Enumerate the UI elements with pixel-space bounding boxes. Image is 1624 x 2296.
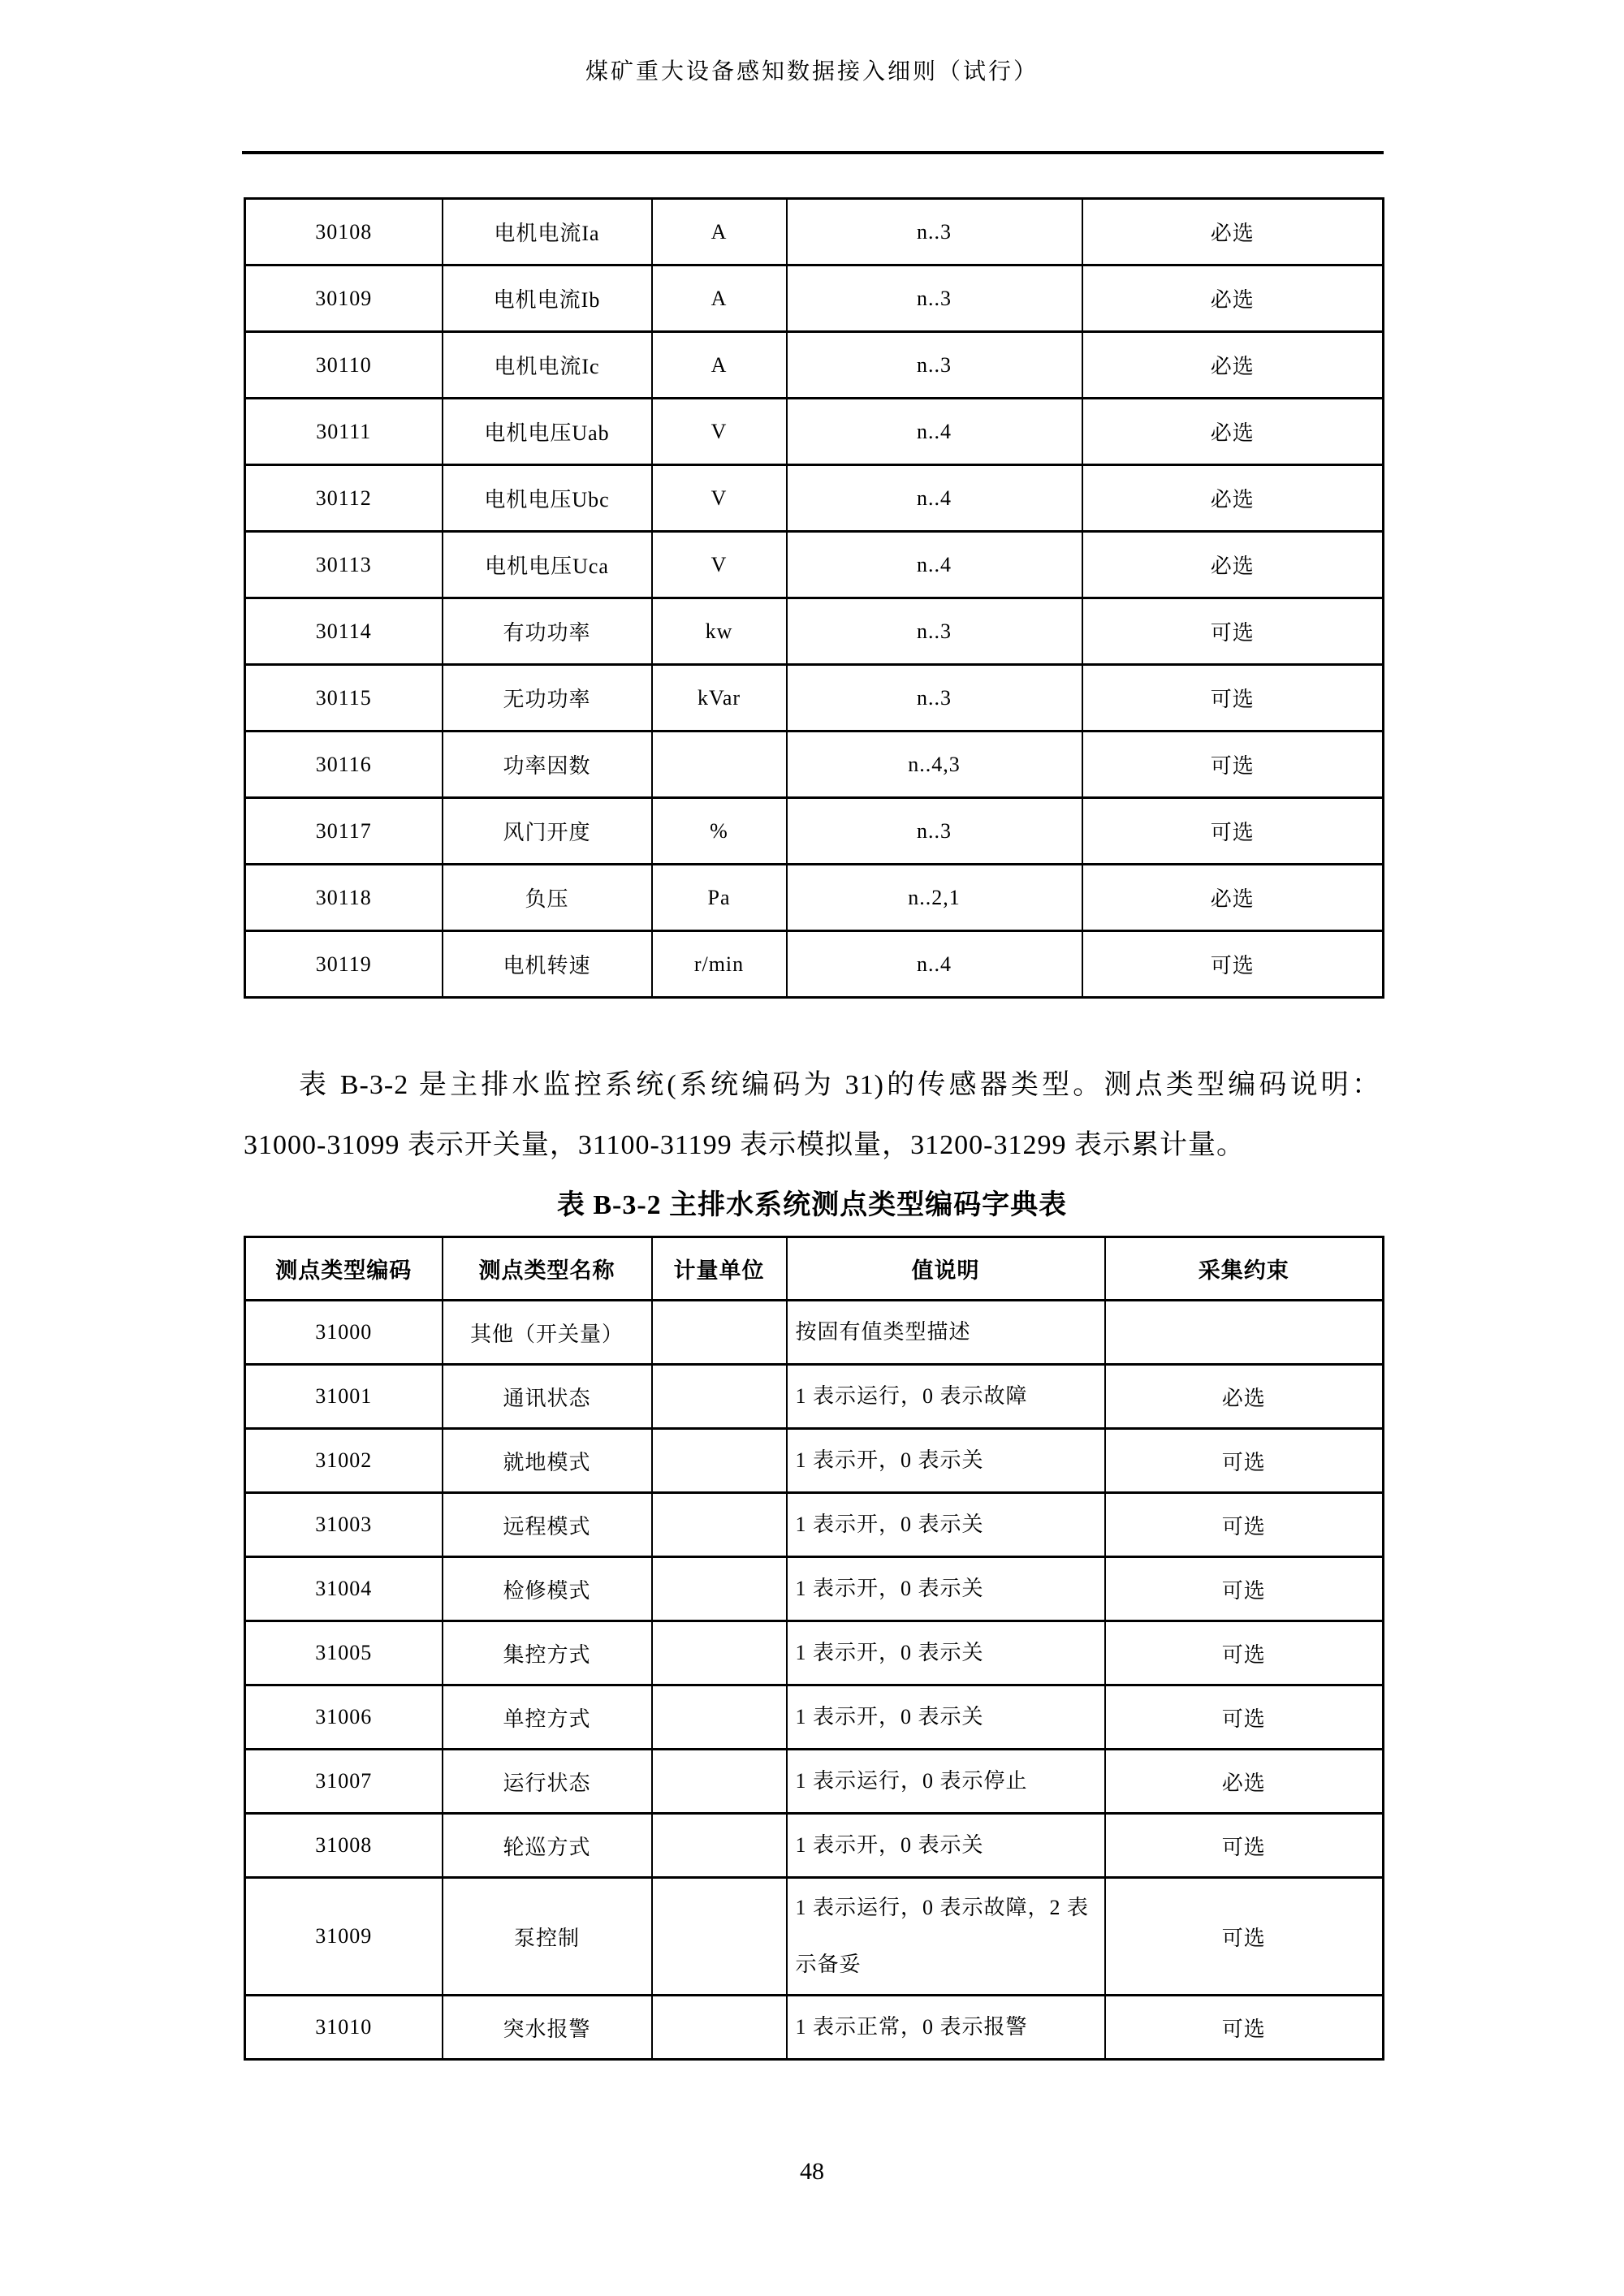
column-header: 计量单位: [652, 1237, 787, 1301]
table-cell: 30112: [245, 465, 443, 532]
table-cell: n..3: [787, 265, 1082, 332]
table-cell: [652, 1557, 787, 1621]
table-cell: n..3: [787, 798, 1082, 865]
table-cell: [652, 1878, 787, 1996]
table-cell: n..4,3: [787, 732, 1082, 798]
table-cell: n..2,1: [787, 865, 1082, 931]
table-cell: [652, 1429, 787, 1493]
table-cell: 1 表示开，0 表示关: [787, 1493, 1105, 1557]
table-cell: 30115: [245, 665, 443, 732]
table-cell: 必选: [1082, 332, 1384, 399]
table-row: [245, 532, 1384, 598]
table-cell: [652, 1365, 787, 1429]
table-cell: n..4: [787, 532, 1082, 598]
table-row: [245, 332, 1384, 399]
table-cell: 远程模式: [443, 1493, 652, 1557]
table-cell: kw: [652, 598, 787, 665]
table-cell: [652, 1493, 787, 1557]
table-cell: 1 表示正常，0 表示报警: [787, 1996, 1105, 2060]
table-row: [245, 465, 1384, 532]
table-cell: 集控方式: [443, 1621, 652, 1685]
table-cell: 可选: [1082, 798, 1384, 865]
table-cell: 1 表示开，0 表示关: [787, 1685, 1105, 1750]
table-row: [245, 1685, 1384, 1750]
table-cell: 功率因数: [443, 732, 652, 798]
table-cell: 30119: [245, 931, 443, 998]
table-cell: [1105, 1301, 1384, 1365]
table-row: [245, 199, 1384, 265]
table-cell: 电机电压Ubc: [443, 465, 652, 532]
table-cell: [652, 1996, 787, 2060]
paragraph-line-1: 表 B-3-2 是主排水监控系统(系统编码为 31)的传感器类型。测点类型编码说明：: [299, 1070, 1380, 1100]
table-cell: 31010: [245, 1996, 443, 2060]
table-b32-caption: 表 B-3-2 主排水系统测点类型编码字典表: [556, 1190, 1068, 1220]
table-cell: 可选: [1105, 1557, 1384, 1621]
table-cell: 必选: [1082, 465, 1384, 532]
table-cell: 30116: [245, 732, 443, 798]
table-cell: 必选: [1082, 532, 1384, 598]
table-cell: 30108: [245, 199, 443, 265]
table-cell: 检修模式: [443, 1557, 652, 1621]
table-row: [245, 1557, 1384, 1621]
table-row: [245, 865, 1384, 931]
table-cell: 电机电流Ib: [443, 265, 652, 332]
table-cell: 31001: [245, 1365, 443, 1429]
table-row: [245, 1814, 1384, 1878]
table-cell: 可选: [1082, 598, 1384, 665]
table-cell: 电机电流Ic: [443, 332, 652, 399]
table-cell: r/min: [652, 931, 787, 998]
sensor-type-table-continued: [244, 197, 1384, 999]
table-b32-main-drainage-dictionary: [244, 1236, 1384, 2061]
table-row: [245, 265, 1384, 332]
paragraph-line-2: 31000-31099 表示开关量，31100-31199 表示模拟量，31200-31299 表示累计量。: [244, 1130, 1245, 1160]
table-cell: n..3: [787, 665, 1082, 732]
table-cell: 30118: [245, 865, 443, 931]
column-header: 测点类型名称: [443, 1237, 652, 1301]
table-cell: [652, 1814, 787, 1878]
table-cell: 泵控制: [443, 1878, 652, 1996]
table-cell: 可选: [1105, 1878, 1384, 1996]
column-header: 测点类型编码: [245, 1237, 443, 1301]
table-cell: 可选: [1105, 1996, 1384, 2060]
table-cell: n..4: [787, 465, 1082, 532]
table-cell: 可选: [1082, 665, 1384, 732]
table-cell: 电机转速: [443, 931, 652, 998]
page-number: 48: [800, 2158, 824, 2185]
table-cell: 通讯状态: [443, 1365, 652, 1429]
table-cell: 1 表示运行，0 表示停止: [787, 1750, 1105, 1814]
table-row: [245, 732, 1384, 798]
table-cell: 可选: [1105, 1685, 1384, 1750]
table-row: [245, 931, 1384, 998]
table-cell: Pa: [652, 865, 787, 931]
table-row: [245, 1996, 1384, 2060]
column-header: 采集约束: [1105, 1237, 1384, 1301]
table-cell: 可选: [1105, 1429, 1384, 1493]
table-row: [245, 1878, 1384, 1996]
table-cell: 31008: [245, 1814, 443, 1878]
table-cell: 31002: [245, 1429, 443, 1493]
table-cell: 31004: [245, 1557, 443, 1621]
table-cell: 30114: [245, 598, 443, 665]
table-cell: 必选: [1082, 199, 1384, 265]
table-cell: 1 表示运行，0 表示故障，2 表示备妥: [787, 1878, 1105, 1996]
table-cell: n..3: [787, 598, 1082, 665]
table-row: [245, 1621, 1384, 1685]
table-cell: %: [652, 798, 787, 865]
table-cell: n..4: [787, 399, 1082, 465]
table-cell: 必选: [1105, 1750, 1384, 1814]
table-cell: 30113: [245, 532, 443, 598]
table-cell: [652, 1301, 787, 1365]
table-cell: 1 表示开，0 表示关: [787, 1814, 1105, 1878]
table-header-row: [245, 1237, 1384, 1301]
column-header: 值说明: [787, 1237, 1105, 1301]
table-cell: 可选: [1105, 1493, 1384, 1557]
table-cell: kVar: [652, 665, 787, 732]
table-cell: 31003: [245, 1493, 443, 1557]
table-cell: 电机电压Uab: [443, 399, 652, 465]
table-cell: 可选: [1082, 931, 1384, 998]
table-cell: 必选: [1082, 399, 1384, 465]
table-cell: n..4: [787, 931, 1082, 998]
table-cell: V: [652, 465, 787, 532]
table-cell: A: [652, 199, 787, 265]
table-cell: 30111: [245, 399, 443, 465]
table-cell: [652, 1621, 787, 1685]
table-cell: 30117: [245, 798, 443, 865]
table-cell: 按固有值类型描述: [787, 1301, 1105, 1365]
table-cell: 31006: [245, 1685, 443, 1750]
table-cell: 就地模式: [443, 1429, 652, 1493]
table-cell: 1 表示运行，0 表示故障: [787, 1365, 1105, 1429]
table-cell: 31000: [245, 1301, 443, 1365]
table-cell: 必选: [1105, 1365, 1384, 1429]
table-row: [245, 1301, 1384, 1365]
table-cell: n..3: [787, 199, 1082, 265]
table-cell: 1 表示开，0 表示关: [787, 1557, 1105, 1621]
table-cell: [652, 1685, 787, 1750]
table-row: [245, 399, 1384, 465]
table-cell: 电机电压Uca: [443, 532, 652, 598]
table-cell: 突水报警: [443, 1996, 652, 2060]
table-cell: 必选: [1082, 865, 1384, 931]
table-cell: 无功功率: [443, 665, 652, 732]
table-cell: 运行状态: [443, 1750, 652, 1814]
table-cell: 单控方式: [443, 1685, 652, 1750]
table-cell: 轮巡方式: [443, 1814, 652, 1878]
table-row: [245, 598, 1384, 665]
table-cell: 其他（开关量）: [443, 1301, 652, 1365]
table-row: [245, 1429, 1384, 1493]
table-cell: A: [652, 332, 787, 399]
table-cell: 30109: [245, 265, 443, 332]
table-cell: [652, 732, 787, 798]
table-row: [245, 1493, 1384, 1557]
table-cell: n..3: [787, 332, 1082, 399]
table-cell: 可选: [1105, 1814, 1384, 1878]
doc-header-title: 煤矿重大设备感知数据接入细则（试行）: [585, 59, 1039, 84]
table-cell: [652, 1750, 787, 1814]
body-paragraph: [244, 1055, 1380, 1176]
table-row: [245, 665, 1384, 732]
table-cell: 必选: [1082, 265, 1384, 332]
table-cell: 负压: [443, 865, 652, 931]
table-row: [245, 1750, 1384, 1814]
table-cell: V: [652, 532, 787, 598]
table-cell: 31005: [245, 1621, 443, 1685]
table-cell: 1 表示开，0 表示关: [787, 1621, 1105, 1685]
table-cell: 1 表示开，0 表示关: [787, 1429, 1105, 1493]
table-cell: 31009: [245, 1878, 443, 1996]
table-cell: 可选: [1105, 1621, 1384, 1685]
table-cell: 有功功率: [443, 598, 652, 665]
doc-header-rule: [242, 151, 1384, 154]
table-cell: 30110: [245, 332, 443, 399]
table-cell: 电机电流Ia: [443, 199, 652, 265]
table-cell: 风门开度: [443, 798, 652, 865]
table-cell: A: [652, 265, 787, 332]
table-row: [245, 798, 1384, 865]
table-cell: 31007: [245, 1750, 443, 1814]
table-cell: V: [652, 399, 787, 465]
table-cell: 可选: [1082, 732, 1384, 798]
table-row: [245, 1365, 1384, 1429]
